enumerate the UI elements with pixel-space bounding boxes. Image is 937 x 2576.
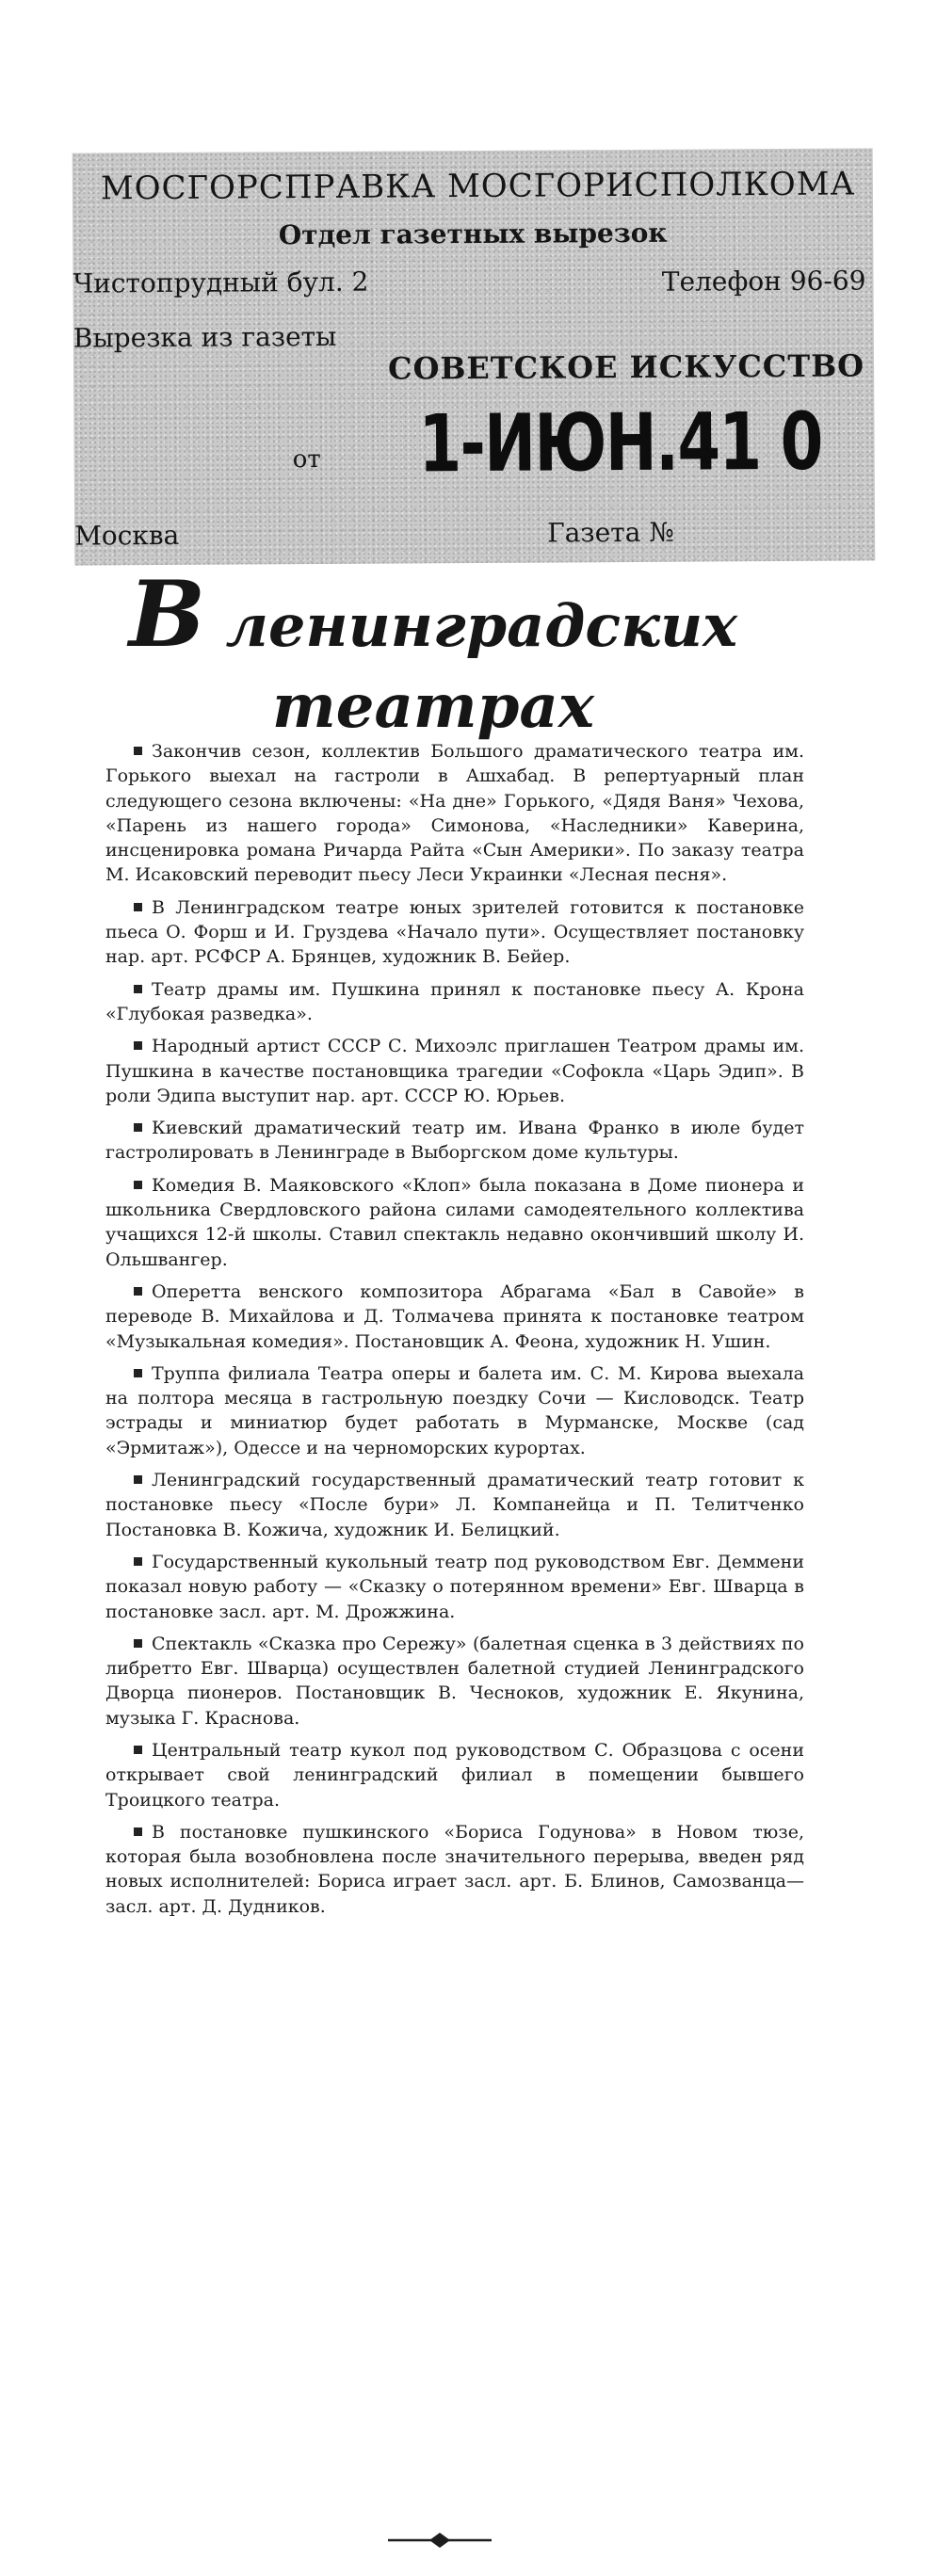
news-item: Спектакль «Сказка про Сережу» (балетная сценка в 3 действиях по либретто Евг. Шварца) осуществлен балетной студией Ленинградского Дворца пионеров. Постановщик В. Чесноков, художник Е. Якунина, музыка Г. Краснова. bbox=[105, 1633, 804, 1729]
news-item: В Ленинградском театре юных зрителей готовится к постановке пьеса О. Форш и И. Груздева «Начало пути». Осуществляет постановку нар. арт. РСФСР А. Брянцев, художник В. Бейер. bbox=[105, 896, 804, 968]
bullet-icon bbox=[134, 985, 142, 993]
article-headline bbox=[75, 561, 791, 749]
stamp-date: 1-ИЮН.41 0 bbox=[418, 394, 823, 491]
bullet-icon bbox=[134, 1181, 142, 1189]
bullet-icon bbox=[134, 747, 142, 755]
bullet-icon bbox=[134, 1827, 142, 1836]
news-item: Центральный театр кукол под руководством С. Образцова с осени открывает свой ленинградский филиал в помещении бывшего Троицкого театра. bbox=[105, 1739, 804, 1811]
stamp-city: Москва bbox=[74, 519, 180, 552]
bullet-icon bbox=[134, 1557, 142, 1566]
headline-initial: В bbox=[128, 561, 205, 668]
news-item: Театр драмы им. Пушкина принял к постановке пьесу А. Крона «Глубокая разведка». bbox=[105, 978, 804, 1024]
bullet-icon bbox=[134, 1123, 142, 1132]
stamp-from-label: от bbox=[292, 444, 321, 475]
news-item: Комедия В. Маяковского «Клоп» была показана в Доме пионера и школьника Свердловского района силами самодеятельного коллектива учащихся 12-й школы. Ставил спектакль недавно окончивший школу И. Ольшвангер. bbox=[105, 1174, 804, 1270]
stamp-address: Чистопрудный бул. 2 bbox=[73, 266, 369, 299]
stamp-department: Отдел газетных вырезок bbox=[278, 217, 668, 251]
bullet-icon bbox=[134, 1639, 142, 1648]
news-item: В постановке пушкинского «Бориса Годунова» в Новом тюзе, которая была возобновлена после значительного перерыва, введен ряд новых исполнителей: Бориса играет засл. арт. Б. Блинов, Самозванца—засл. арт. Д. Дудников. bbox=[105, 1821, 804, 1917]
stamp-phone: Телефон 96-69 bbox=[661, 265, 866, 298]
news-item: Оперетта венского композитора Абрагама «Бал в Савойе» в переводе В. Михайлова и Д. Толмачева принята к постановке театром «Музыкальная комедия». Постановщик А. Феона, художник Н. Ушин. bbox=[105, 1280, 804, 1352]
news-item: Ленинградский государственный драматический театр готовит к постановке пьесу «После бури» Л. Компанейца и П. Телитченко Постановка В. Кожича, художник И. Белицкий. bbox=[105, 1470, 804, 1540]
bullet-icon bbox=[134, 1746, 142, 1754]
news-item: Киевский драматический театр им. Ивана Франко в июле будет гастролировать в Ленинграде в Выборгском доме культуры. bbox=[105, 1118, 804, 1164]
clipping-stamp bbox=[73, 148, 876, 565]
bullet-icon bbox=[134, 1369, 142, 1377]
headline-line-1 bbox=[75, 561, 791, 668]
stamp-gazeta-number-label: Газета № bbox=[547, 516, 674, 549]
article-body bbox=[105, 739, 804, 1926]
stamp-newspaper-name: СОВЕТСКОЕ ИСКУССТВО bbox=[387, 347, 865, 387]
stamp-org-title: МОСГОРСПРАВКА МОСГОРИСПОЛКОМА bbox=[100, 165, 856, 208]
bullet-icon bbox=[134, 1041, 142, 1050]
ornament-divider-icon bbox=[388, 2531, 492, 2550]
bullet-icon bbox=[134, 1475, 142, 1484]
headline-line-1-rest: ленинградских bbox=[204, 591, 738, 660]
news-item: Народный артист СССР С. Михоэлс приглашен Театром драмы им. Пушкина в качестве постановщика трагедии «Софокла «Царь Эдип». В роли Эдипа выступит нар. арт. СССР Ю. Юрьев. bbox=[105, 1036, 804, 1106]
bullet-icon bbox=[134, 903, 142, 911]
news-item: Закончив сезон, коллектив Большого драматического театра им. Горького выехал на гастроли в Ашхабад. В репертуарный план следующего сезона включены: «На дне» Горького, «Дядя Ваня» Чехова, «Парень из нашего города» Симонова, «Наследники» Каверина, инсценировка романа Ричарда Райта «Сын Америки». По заказу театра М. Исаковский переводит пьесу Леси Украинки «Лесная песня». bbox=[105, 741, 804, 886]
headline-line-2: театрах bbox=[272, 671, 594, 742]
stamp-clip-label: Вырезка из газеты bbox=[73, 320, 337, 354]
news-item: Государственный кукольный театр под руководством Евг. Деммени показал новую работу — «Сказку о потерянном времени» Евг. Шварца в постановке засл. арт. М. Дрожжина. bbox=[105, 1551, 804, 1622]
bullet-icon bbox=[134, 1287, 142, 1296]
news-item: Труппа филиала Театра оперы и балета им. С. М. Кирова выехала на полтора месяца в гастрольную поездку Сочи — Кисловодск. Театр эстрады и миниатюр будет работать в Мурманске, Москве (сад «Эрмитаж»), Одессе и на черноморских курортах. bbox=[105, 1362, 804, 1458]
